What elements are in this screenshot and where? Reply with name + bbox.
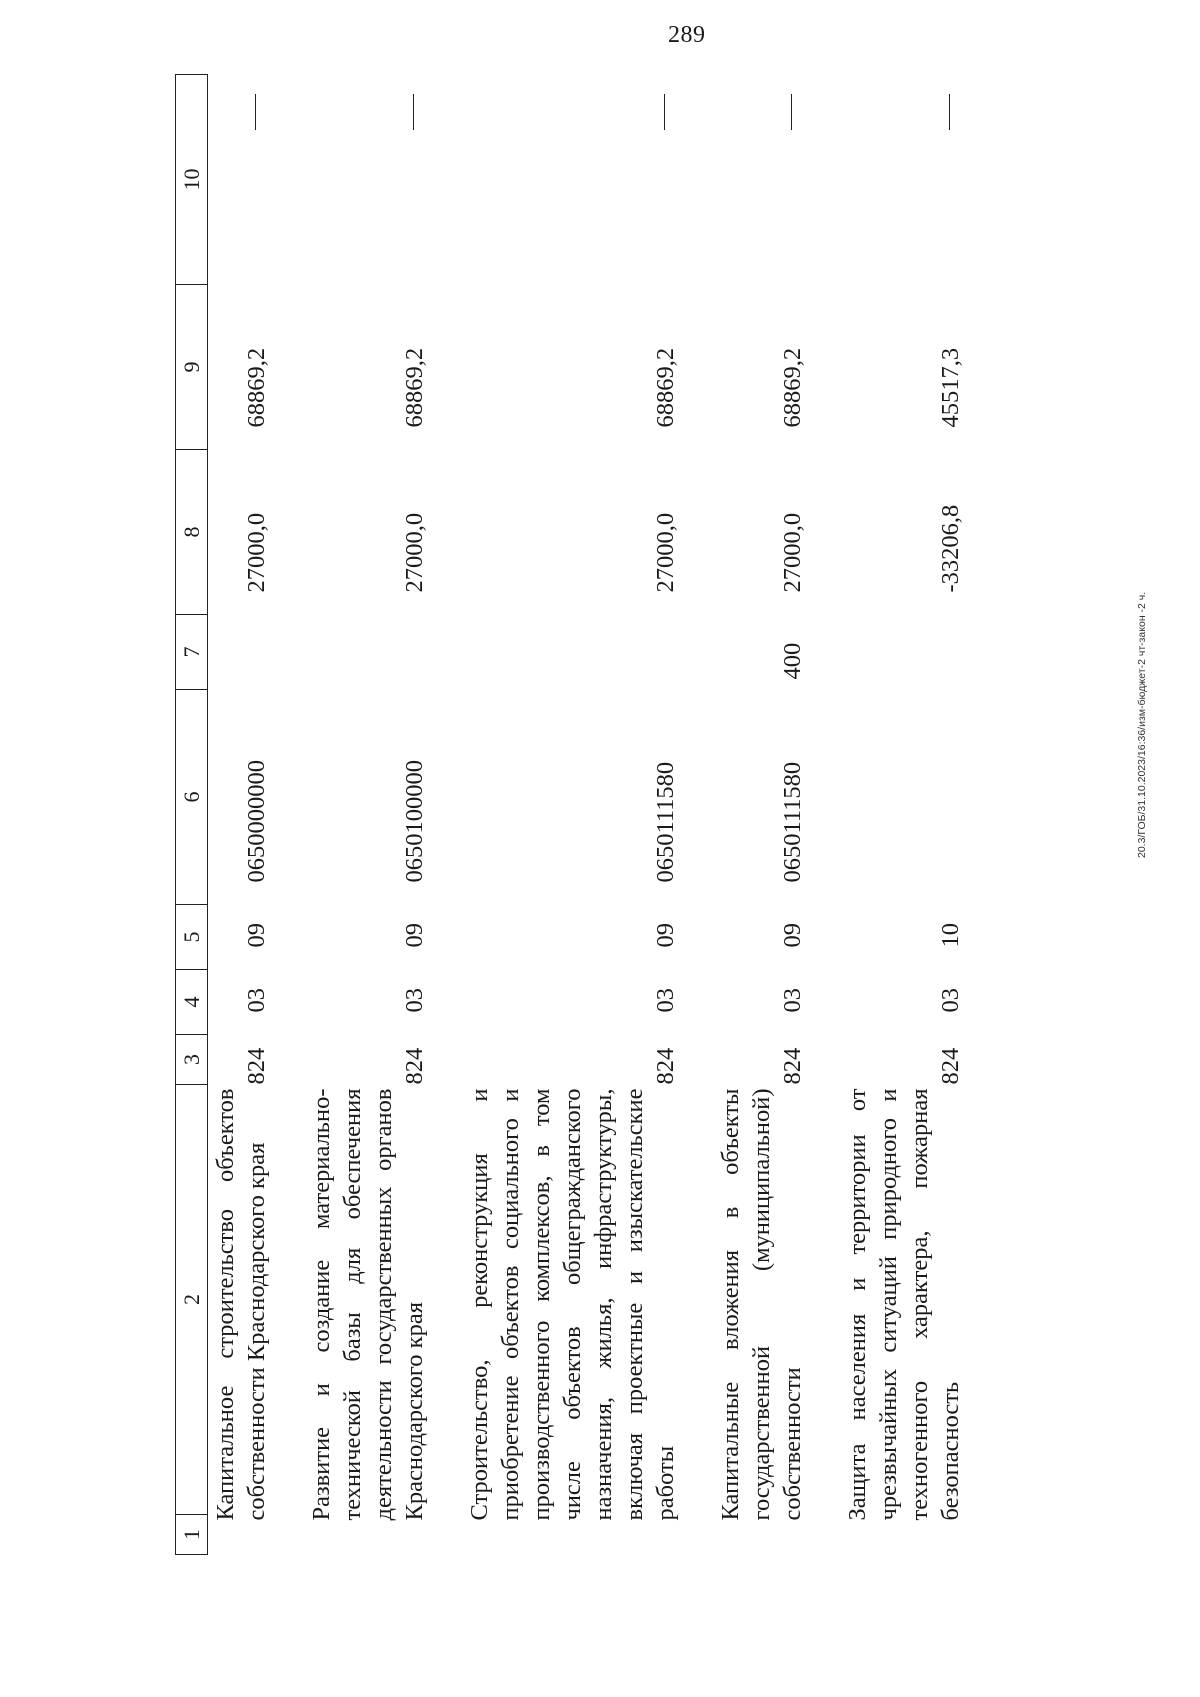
cell-col-3: 824	[401, 1047, 428, 1085]
header-col-8: 8	[176, 450, 208, 615]
cell-col-6: 0650111580	[652, 761, 679, 883]
cell-col-4: 03	[652, 988, 679, 1013]
row-name: Развитие и создание материально-технической базы для обеспечения деятельности государственных органов Краснодарского края	[308, 1088, 428, 1521]
row-spacer	[808, 75, 840, 1555]
table-row	[462, 75, 681, 1555]
document-footer	[1136, 78, 1150, 858]
row-name: Строительство, реконструкция и приобретение объектов социального и производственного комплексов, в том числе объектов общегражданского назначения, жилья, инфраструктуры, включая проектные и изыскательские работы	[466, 1088, 679, 1521]
cell-col-10	[304, 75, 430, 285]
table-header	[176, 75, 208, 1555]
header-col-2: 2	[176, 1085, 208, 1515]
header-col-1: 1	[176, 1515, 208, 1555]
cell-col-9: 68869,2	[243, 347, 270, 428]
row-spacer	[272, 75, 304, 1555]
cell-col-7: 400	[779, 642, 806, 680]
header-col-7: 7	[176, 615, 208, 690]
cell-col-6: 0650111580	[779, 761, 806, 883]
footer-text: 20.3/ГОБ/31.10.2023/16:36/изм-бюджет-2 чт-закон -2 ч.	[1136, 591, 1148, 858]
header-col-9: 9	[176, 285, 208, 450]
table-body	[208, 75, 967, 1555]
cell-col-3: 824	[937, 1047, 964, 1085]
row-name: Защита населения и территории от чрезвычайных ситуаций природного и техногенного характера, пожарная безопасность	[844, 1088, 964, 1521]
table-row	[304, 75, 430, 1555]
cell-col-3: 824	[652, 1047, 679, 1085]
cell-col-7	[840, 615, 966, 690]
cell-col-10	[840, 75, 966, 285]
cell-col-4: 03	[779, 988, 806, 1013]
cell-col-5: 10	[937, 923, 964, 948]
cell-col-5: 09	[401, 923, 428, 948]
cell-col-8: 27000,0	[652, 512, 679, 593]
cell-col-8: 27000,0	[243, 512, 270, 593]
dash-mark	[791, 95, 792, 131]
budget-table	[175, 74, 966, 1555]
header-col-3: 3	[176, 1035, 208, 1085]
cell-col-10	[713, 75, 808, 285]
dash-mark	[949, 95, 950, 131]
dash-mark	[664, 95, 665, 131]
cell-col-10	[208, 75, 273, 285]
cell-col-10	[462, 75, 681, 285]
header-col-4: 4	[176, 970, 208, 1035]
table-row	[208, 75, 273, 1555]
row-spacer	[430, 75, 462, 1555]
dash-mark	[413, 95, 414, 131]
cell-col-4: 03	[243, 988, 270, 1013]
cell-col-3: 824	[243, 1047, 270, 1085]
rotated-table-container	[175, 75, 1075, 1555]
row-spacer	[681, 75, 713, 1555]
cell-col-7	[208, 615, 273, 690]
dash-mark	[255, 95, 256, 131]
cell-col-5: 09	[652, 923, 679, 948]
row-name: Капитальные вложения в объекты государственной (муниципальной) собственности	[717, 1088, 806, 1521]
cell-col-7	[304, 615, 430, 690]
cell-col-9: 68869,2	[779, 347, 806, 428]
row-name: Капитальное строительство объектов собственности Краснодарского края	[212, 1088, 270, 1521]
header-col-6: 6	[176, 690, 208, 905]
cell-col-4: 03	[937, 988, 964, 1013]
table-row	[840, 75, 966, 1555]
cell-col-7	[462, 615, 681, 690]
page-number: 289	[668, 22, 706, 48]
header-col-5: 5	[176, 905, 208, 970]
cell-col-8: -33206,8	[937, 504, 964, 593]
cell-col-8: 27000,0	[401, 512, 428, 593]
cell-col-9: 68869,2	[652, 347, 679, 428]
cell-col-5: 09	[243, 923, 270, 948]
cell-col-6: 0650000000	[243, 760, 270, 883]
cell-col-4: 03	[401, 988, 428, 1013]
cell-col-8: 27000,0	[779, 512, 806, 593]
cell-col-9: 68869,2	[401, 347, 428, 428]
cell-col-9: 45517,3	[937, 347, 964, 428]
header-row	[176, 75, 208, 1555]
cell-col-5: 09	[779, 923, 806, 948]
cell-col-6: 0650100000	[401, 760, 428, 883]
header-col-10: 10	[176, 75, 208, 285]
cell-col-6	[840, 690, 966, 905]
cell-col-3: 824	[779, 1047, 806, 1085]
table-row	[713, 75, 808, 1555]
